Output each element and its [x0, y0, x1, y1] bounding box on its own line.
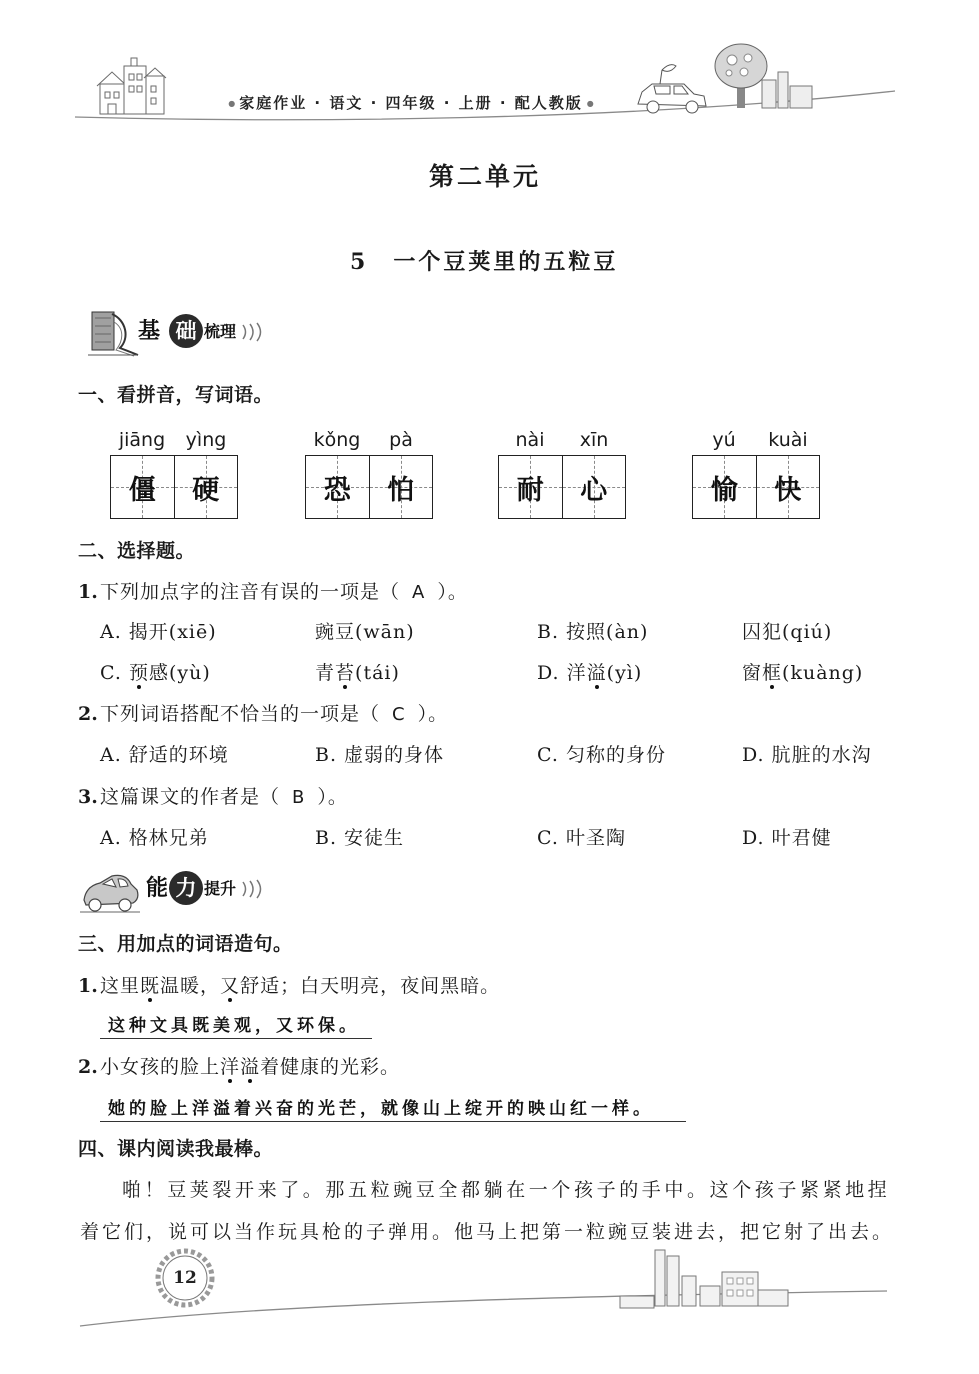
badge-char: 能 — [146, 876, 169, 901]
option: A. 揭开(xiē) — [100, 621, 217, 643]
passage-line: 着它们，说可以当作玩具枪的子弹用。他马上把第一粒豌豆装进去，把它射了出去。 — [80, 1221, 895, 1243]
tian-grid-box — [498, 455, 626, 519]
section-heading-3: 三、用加点的词语造句。 — [78, 933, 293, 955]
badge-char: 基 — [138, 319, 161, 344]
option: D. 肮脏的水沟 — [742, 744, 872, 766]
badge-label: 梳理 — [204, 322, 237, 341]
pinyin-word-group — [692, 427, 820, 521]
question-1 — [78, 579, 468, 605]
tian-grid-box — [305, 455, 433, 519]
dotted-character: 又 — [220, 975, 241, 997]
option: C. 叶圣陶 — [537, 827, 626, 849]
pinyin-label: kǒng — [313, 429, 361, 451]
option: A. 舒适的环境 — [100, 744, 229, 766]
written-character: 耐 — [516, 474, 544, 506]
answer-letter: A — [412, 582, 426, 603]
written-character: 硬 — [192, 474, 220, 506]
option: C. 匀称的身份 — [537, 744, 666, 766]
badge-label: 提升 — [204, 879, 237, 898]
question-stem: 下列加点字的注音有误的一项是（ — [100, 581, 401, 603]
question-stem: 下列词语搭配不恰当的一项是（ — [100, 703, 381, 725]
pinyin-word-group — [498, 427, 626, 521]
lesson-title — [350, 247, 618, 277]
option: D. 洋溢(yì) — [537, 662, 643, 684]
badge-ability-boost — [80, 864, 270, 916]
written-character: 恐 — [323, 474, 351, 506]
handwritten-answer-1: 这种文具既美观，又环保。 — [108, 1016, 360, 1036]
pinyin-word-group — [110, 427, 238, 521]
dotted-character: 洋 — [220, 1056, 241, 1078]
dotted-character: 预 — [128, 662, 149, 684]
sentence-item-2: 2. 小女孩的脸上洋溢着健康的光彩。 — [78, 1056, 401, 1078]
question-2 — [78, 701, 448, 727]
footer-illustration — [0, 1230, 979, 1342]
written-character: 怕 — [387, 474, 415, 506]
answer-underline — [100, 1038, 372, 1039]
passage-line: 啪！豆荚裂开来了。那五粒豌豆全都躺在一个孩子的手中。这个孩子紧紧地捏 — [122, 1179, 891, 1201]
option: B. 虚弱的身体 — [315, 744, 445, 766]
option: 青苔(tái) — [315, 662, 400, 684]
option: 囚犯(qiú) — [742, 621, 833, 643]
question-close: ）。 — [417, 703, 449, 725]
series-header: ● 家庭作业 · 语文 · 四年级 · 上册 · 配人教版 ● — [222, 93, 600, 113]
badge-basic-review — [86, 306, 276, 358]
section-heading-4: 四、课内阅读我最棒。 — [78, 1138, 274, 1160]
dotted-character: 框 — [762, 662, 783, 684]
question-close: ）。 — [317, 786, 348, 808]
question-stem: 这篇课文的作者是（ — [100, 786, 281, 808]
dotted-character: 溢 — [240, 1056, 261, 1078]
written-character: 快 — [774, 474, 802, 506]
answer-underline — [100, 1121, 686, 1122]
car-icon — [80, 868, 142, 914]
item-number: 1. — [78, 975, 98, 997]
answer-letter: C — [392, 704, 406, 725]
section-heading-2: 二、选择题。 — [78, 540, 196, 562]
lesson-number: 5 — [350, 249, 366, 275]
pinyin-label: yú — [712, 429, 736, 451]
option: D. 叶君健 — [742, 827, 832, 849]
dotted-character: 既 — [140, 975, 161, 997]
page-number: 12 — [173, 1268, 197, 1288]
dotted-character: 溢 — [586, 662, 607, 684]
badge-circle-char: 力 — [169, 871, 203, 905]
sound-arcs-icon — [240, 877, 268, 901]
question-number: 1. — [78, 581, 98, 603]
pinyin-label: xīn — [579, 429, 609, 451]
written-character: 僵 — [128, 474, 156, 506]
option: C. 预感(yù) — [100, 662, 211, 684]
pinyin-label: jiāng — [118, 429, 166, 451]
answer-letter: B — [292, 787, 306, 808]
pinyin-label: pà — [389, 429, 413, 451]
badge-circle-char: 础 — [169, 314, 203, 348]
tian-grid-box — [692, 455, 820, 519]
written-character: 心 — [580, 474, 608, 506]
pinyin-word-group — [305, 427, 433, 521]
option: 豌豆(wān) — [315, 621, 415, 643]
handwritten-answer-2: 她的脸上洋溢着兴奋的光芒，就像山上绽开的映山红一样。 — [108, 1099, 654, 1119]
pinyin-label: nài — [515, 429, 545, 451]
unit-title: 第二单元 — [428, 162, 541, 191]
slide-icon — [86, 308, 140, 358]
written-character: 愉 — [710, 474, 738, 506]
pinyin-label: yìng — [185, 429, 227, 451]
pinyin-label: kuài — [768, 429, 808, 451]
dotted-character: 苔 — [335, 662, 356, 684]
tian-grid-box — [110, 455, 238, 519]
question-close: ）。 — [437, 581, 468, 603]
header-illustration — [0, 0, 979, 135]
option: B. 安徒生 — [315, 827, 405, 849]
option: B. 按照(àn) — [537, 621, 649, 643]
option: 窗框(kuàng) — [742, 662, 864, 684]
sound-arcs-icon — [240, 320, 268, 344]
question-number: 2. — [78, 703, 98, 725]
option: A. 格林兄弟 — [100, 827, 209, 849]
sentence-item-1: 1. 这里既温暖，又舒适；白天明亮，夜间黑暗。 — [78, 975, 501, 997]
section-heading-1: 一、看拼音，写词语。 — [78, 384, 274, 406]
item-number: 2. — [78, 1056, 98, 1078]
question-3 — [78, 784, 348, 810]
question-number: 3. — [78, 786, 98, 808]
lesson-name: 一个豆荚里的五粒豆 — [393, 249, 619, 275]
